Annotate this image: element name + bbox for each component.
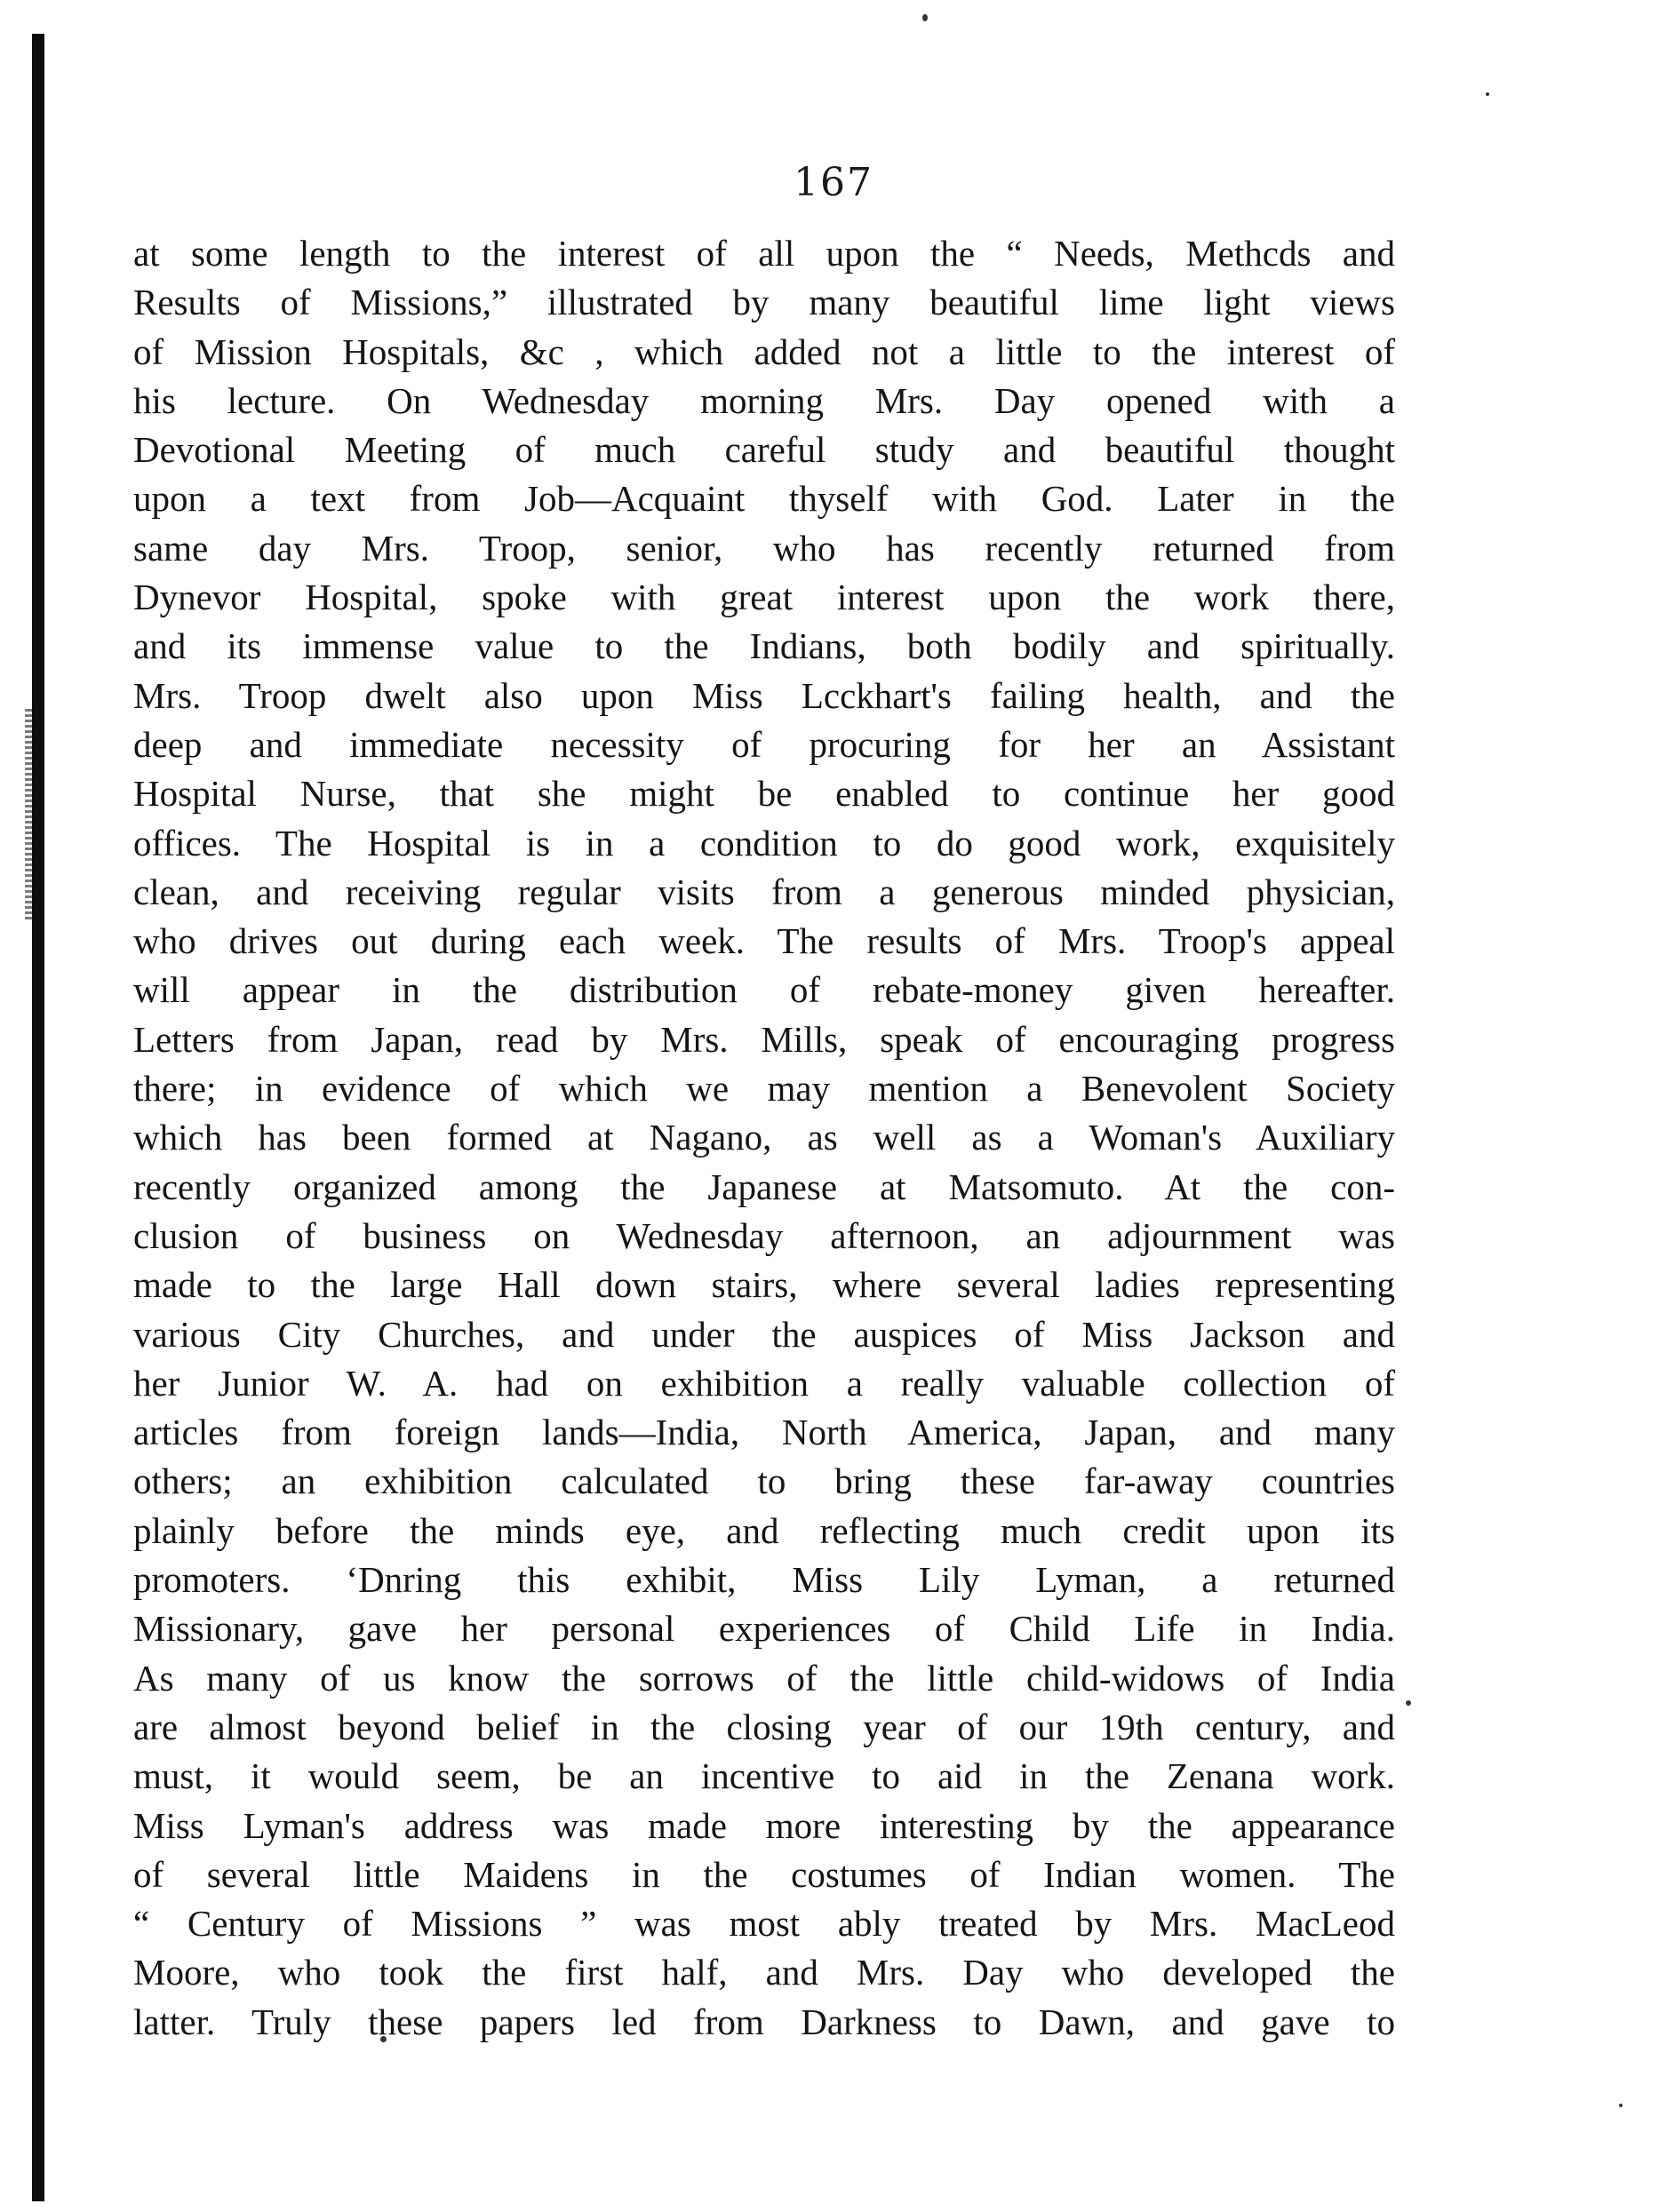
text-line: of several little Maidens in the costumes of Indian women. The <box>133 1853 1395 1895</box>
text-line: Dynevor Hospital, spoke with great interest upon the work there, <box>133 577 1395 618</box>
text-line: of Mission Hospitals, &c , which added not a little to the interest of <box>133 330 1395 372</box>
text-line: must, it would seem, be an incentive to aid in the Zenana work. <box>133 1755 1395 1797</box>
text-line: various City Churches, and under the auspices of Miss Jackson and <box>133 1313 1395 1355</box>
text-line: upon a text from Job—Acquaint thyself with God. Later in the <box>133 478 1395 520</box>
text-line: Mrs. Troop dwelt also upon Miss Lcckhart's failing health, and the <box>133 674 1395 716</box>
ink-speck <box>1486 92 1489 96</box>
text-line: promoters. ‘Dnring this exhibit, Miss Lily Lyman, a returned <box>133 1559 1395 1601</box>
text-line: made to the large Hall down stairs, where several ladies representing <box>133 1264 1395 1306</box>
text-line: his lecture. On Wednesday morning Mrs. Day opened with a <box>133 379 1395 421</box>
text-line: will appear in the distribution of rebate-money given hereafter. <box>133 969 1395 1011</box>
text-line: Letters from Japan, read by Mrs. Mills, speak of encouraging progress <box>133 1018 1395 1060</box>
text-line: recently organized among the Japanese at Matsomuto. At the con- <box>133 1166 1395 1207</box>
text-line: offices. The Hospital is in a condition to do good work, exquisitely <box>133 822 1395 863</box>
text-line: others; an exhibition calculated to bring these far-away countries <box>133 1460 1395 1502</box>
text-line: there; in evidence of which we may mention a Benevolent Society <box>133 1068 1395 1110</box>
text-line: clean, and receiving regular visits from a generous minded physician, <box>133 871 1395 912</box>
text-line: Miss Lyman's address was made more interesting by the appearance <box>133 1804 1395 1846</box>
text-line: her Junior W. A. had on exhibition a really valuable collection of <box>133 1362 1395 1404</box>
text-line: who drives out during each week. The results of Mrs. Troop's appeal <box>133 920 1395 962</box>
text-line: Hospital Nurse, that she might be enabled to continue her good <box>133 773 1395 815</box>
text-line: same day Mrs. Troop, senior, who has recently returned from <box>133 527 1395 569</box>
text-line: Results of Missions,” illustrated by many beautiful lime light views <box>133 282 1395 323</box>
text-line: “ Century of Missions ” was most ably treated by Mrs. MacLeod <box>133 1903 1395 1945</box>
text-line: Devotional Meeting of much careful study and beautiful thought <box>133 429 1395 471</box>
text-line: and its immense value to the Indians, both bodily and spiritually. <box>133 625 1395 667</box>
text-line: As many of us know the sorrows of the little child-widows of India <box>133 1657 1395 1699</box>
text-line: which has been formed at Nagano, as well as a Woman's Auxiliary <box>133 1117 1395 1158</box>
ink-speck <box>922 14 928 21</box>
text-line: Moore, who took the first half, and Mrs. Day who developed the <box>133 1952 1395 1993</box>
binding-edge <box>32 34 44 2201</box>
text-line: articles from foreign lands—India, North America, Japan, and many <box>133 1412 1395 1453</box>
text-line: clusion of business on Wednesday afternoon, an adjournment was <box>133 1214 1395 1256</box>
text-line: are almost beyond belief in the closing year of our 19th century, and <box>133 1706 1395 1747</box>
text-line: Missionary, gave her personal experiences of Child Life in India. <box>133 1608 1395 1650</box>
ink-speck <box>1619 2104 1623 2107</box>
text-line: deep and immediate necessity of procuring for her an Assistant <box>133 723 1395 765</box>
ink-speck <box>1406 1700 1411 1706</box>
body-text <box>133 229 1395 2047</box>
text-line: plainly before the minds eye, and reflecting much credit upon its <box>133 1509 1395 1551</box>
page-number: 167 <box>794 160 873 205</box>
text-line: latter. Truly these papers led from Darkness to Dawn, and gave to <box>133 2001 1395 2042</box>
text-line: at some length to the interest of all upon the “ Needs, Methcds and <box>133 233 1395 274</box>
